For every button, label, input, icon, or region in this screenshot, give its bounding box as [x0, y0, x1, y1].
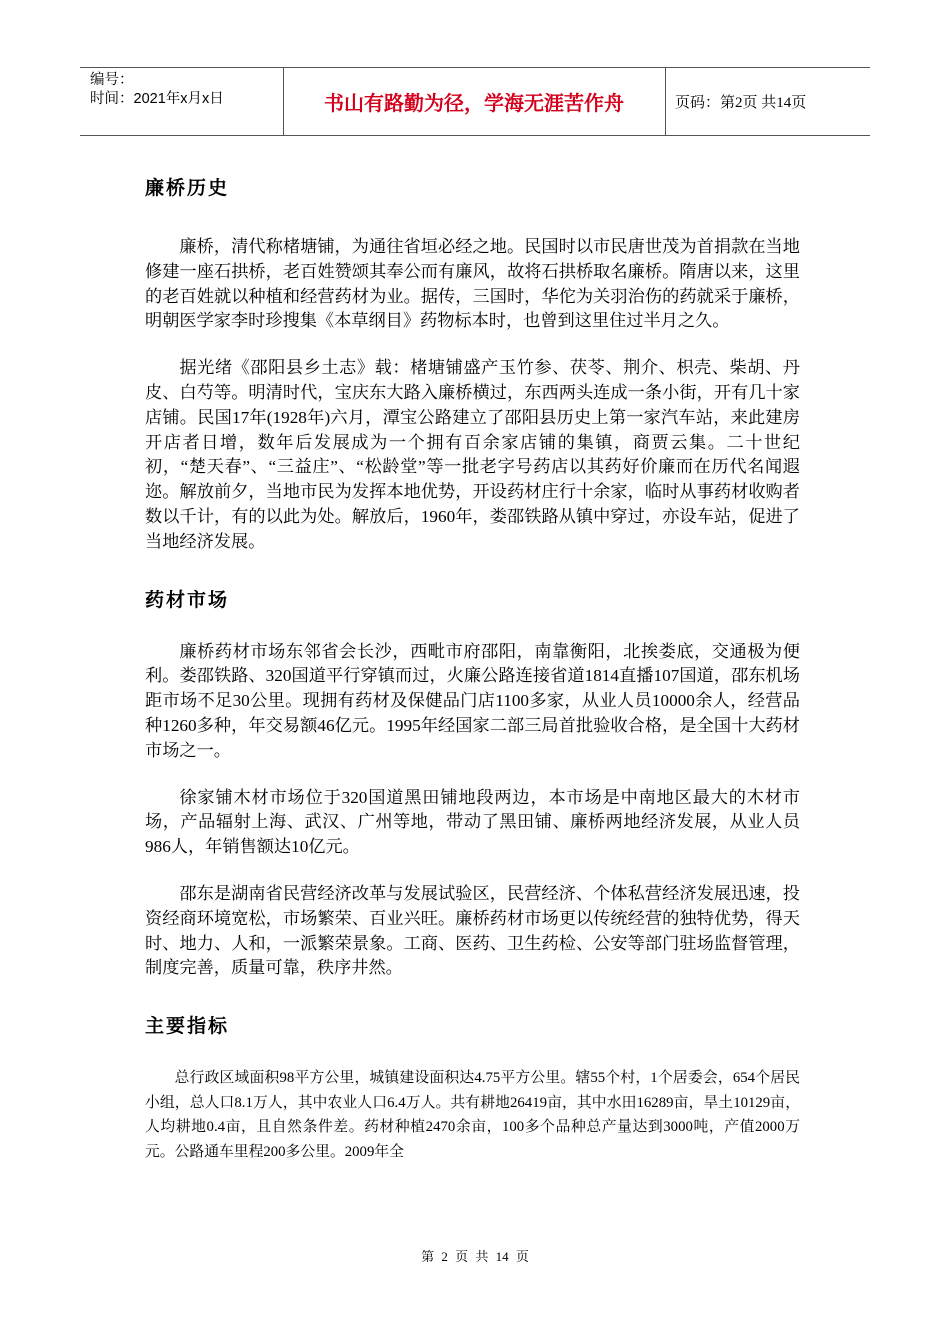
- paragraph: 廉桥，清代称楮塘铺，为通往省垣必经之地。民国时以市民唐世茂为首捐款在当地修建一座石拱桥，老百姓赞颂其奉公而有廉风，故将石拱桥取名廉桥。隋唐以来，这里的老百姓就以种植和经营药材为业。据传，三国时，华佗为关羽治伤的药就采于廉桥，明朝医学家李时珍搜集《本草纲目》药物标本时，也曾到这里住过半月之久。: [145, 237, 800, 331]
- section-title-medicine-market: 药材市场: [145, 588, 230, 611]
- section-title-key-indicators: 主要指标: [145, 1015, 230, 1038]
- header-meta: [90, 71, 224, 109]
- document-date: 时间：2021年x月x日: [90, 91, 224, 107]
- page-footer: 第 2 页 共 14 页: [421, 1249, 529, 1264]
- paragraph: 总行政区域面积98平方公里，城镇建设面积达4.75平方公里。辖55个村，1个居委会，654个居民小组，总人口8.1万人，其中农业人口6.4万人。共有耕地26419亩，其中水田16289亩，旱土10129亩，人均耕地0.4亩，且自然条件差。药材种植2470余亩，100多个品种总产量达到3000吨，产值2000万元。公路通车里程200多公里。2009年全: [145, 1070, 800, 1160]
- paragraph: 徐家铺木材市场位于320国道黑田铺地段两边，本市场是中南地区最大的木材市场，产品辐射上海、武汉、广州等地，带动了黑田铺、廉桥两地经济发展，从业人员986人，年销售额达10亿元。: [145, 787, 800, 857]
- header-page-info: 页码：第2页 共14页: [675, 95, 807, 111]
- paragraph: 据光绪《邵阳县乡土志》载：楮塘铺盛产玉竹参、茯苓、荆介、枳壳、柴胡、丹皮、白芍等。明清时代，宝庆东大路入廉桥横过，东西两头连成一条小街，开有几十家店铺。民国17年(1928年)六月，潭宝公路建立了邵阳县历史上第一家汽车站，来此建房开店者日增，数年后发展成为一个拥有百余家店铺的集镇，商贾云集。二十世纪初，“楚天春”、“三益庄”、“松龄堂”等一批老字号药店以其药好价廉而在历代名闻遐迩。解放前夕，当地市民为发挥本地优势，开设药材庄行十余家，临时从事药材收购者数以千计，有的以此为处。解放后，1960年，娄邵铁路从镇中穿过，亦设车站，促进了当地经济发展。: [145, 358, 800, 551]
- header-motto: 书山有路勤为径，学海无涯苦作舟: [324, 91, 624, 115]
- page-header: [80, 67, 870, 136]
- section-title-lianqiao-history: 廉桥历史: [145, 177, 230, 199]
- paragraph: 廉桥药材市场东邻省会长沙，西毗市府邵阳，南靠衡阳，北挨娄底，交通极为便利。娄邵铁路、320国道平行穿镇而过，火廉公路连接省道1814直播107国道，邵东机场距市场不足30公里。现拥有药材及保健品门店1100多家，从业人员10000余人，经营品种1260多种，年交易额46亿元。1995年经国家二部三局首批验收合格，是全国十大药材市场之一。: [145, 641, 800, 760]
- document-body: [145, 163, 800, 1165]
- document-number-label: 编号：: [90, 72, 134, 88]
- paragraph: 邵东是湖南省民营经济改革与发展试验区，民营经济、个体私营经济发展迅速，投资经商环境宽松，市场繁荣、百业兴旺。廉桥药材市场更以传统经营的独特优势，得天时、地力、人和，一派繁荣景象。工商、医药、卫生药检、公安等部门驻场监督管理，制度完善，质量可靠，秩序井然。: [145, 883, 800, 978]
